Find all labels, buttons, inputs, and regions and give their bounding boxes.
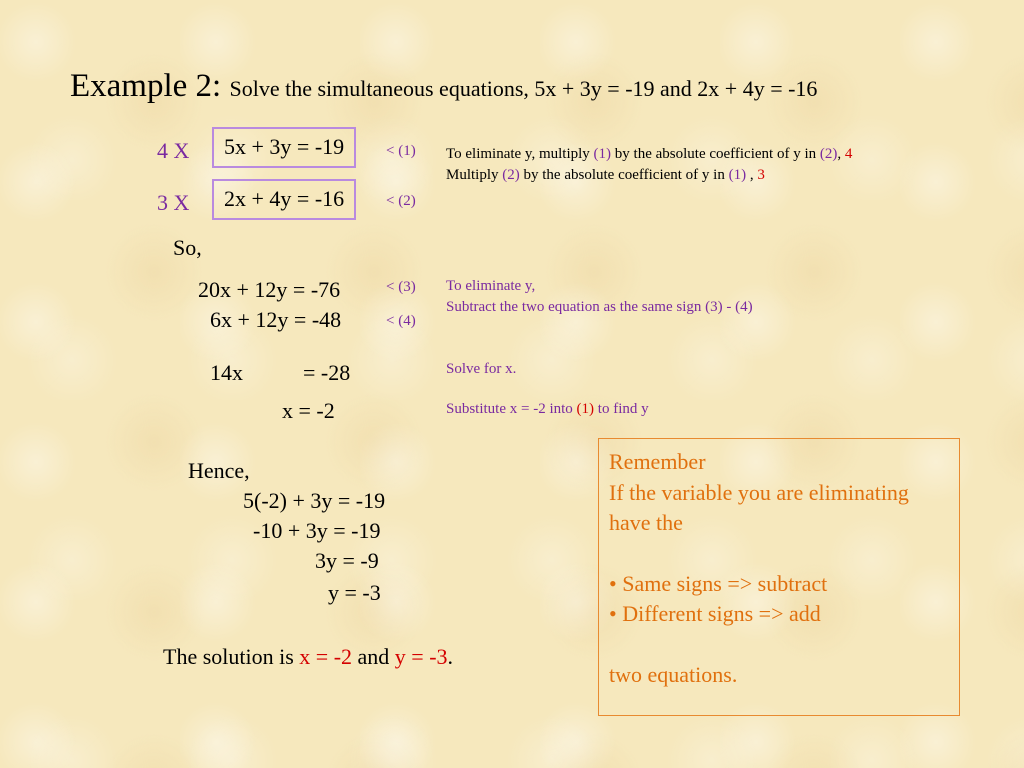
equation-tag-1: < (1): [386, 143, 416, 159]
remember-line-3: have the: [609, 510, 683, 535]
hence-line-2: -10 + 3y = -19: [253, 518, 381, 543]
multiplier-3: 3 X: [157, 190, 190, 215]
note-eliminate-y-multiply: [446, 144, 852, 186]
remember-line-5: • Different signs => add: [609, 601, 821, 626]
note-subtract-line-2: Subtract the two equation as the same sign (3) - (4): [446, 299, 753, 315]
title-main: Example 2:: [70, 68, 222, 104]
remember-line-1: Remember: [609, 449, 706, 474]
page-title: [70, 68, 817, 105]
hence-line-4: y = -3: [328, 580, 381, 605]
so-label: So,: [173, 235, 202, 260]
hence-label: Hence,: [188, 458, 250, 483]
equation-tag-4: < (4): [386, 313, 416, 329]
result-rhs: = -28: [303, 360, 351, 385]
equation-tag-3: < (3): [386, 279, 416, 295]
hence-line-3: 3y = -9: [315, 548, 379, 573]
note-subtract-line-1: To eliminate y,: [446, 278, 536, 294]
remember-line-4: • Same signs => subtract: [609, 570, 828, 596]
equation-1-box: 5x + 3y = -19: [212, 127, 356, 168]
note-solve-x: Solve for x.: [446, 361, 517, 377]
remember-line-6: two equations.: [609, 661, 738, 687]
solution-statement: The solution is x = -2 and y = -3.: [163, 644, 454, 669]
title-sub: Solve the simultaneous equations, 5x + 3y = -19 and 2x + 4y = -16: [229, 76, 818, 101]
result-lhs: 14x: [210, 360, 243, 385]
hence-line-1: 5(-2) + 3y = -19: [243, 488, 386, 513]
equation-4: 6x + 12y = -48: [210, 307, 342, 332]
remember-spacer-2: [609, 630, 959, 660]
x-value: x = -2: [282, 398, 335, 423]
remember-line-2: If the variable you are eliminating: [609, 479, 909, 505]
equation-2-box: 2x + 4y = -16: [212, 179, 356, 220]
note-substitute: Substitute x = -2 into (1) to find y: [446, 401, 649, 417]
note-line-2: Multiply (2) by the absolute coefficient of y in (1) , 3: [446, 167, 765, 183]
equation-3: 20x + 12y = -76: [198, 277, 341, 302]
multiplier-4: 4 X: [157, 138, 190, 163]
equation-tag-2: < (2): [386, 193, 416, 209]
remember-box: [598, 438, 960, 716]
note-line-1: To eliminate y, multiply (1) by the absolute coefficient of y in (2), 4: [446, 146, 853, 162]
note-subtract: [446, 276, 753, 318]
remember-spacer: [609, 539, 959, 569]
